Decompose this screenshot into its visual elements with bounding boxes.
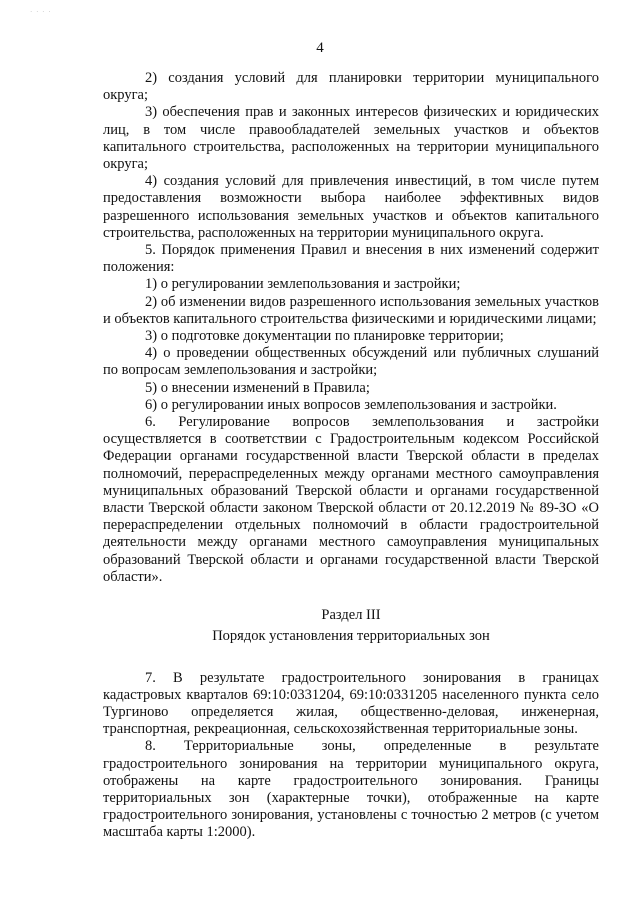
paragraph: 3) обеспечения прав и законных интересов физических и юридических лиц, в том числе правообладателей земельных участков и объектов капитального строительства, расположенных на территории муниципального округа; [103,104,599,173]
paragraph: 4) создания условий для привлечения инвестиций, в том числе путем предоставления возможности выбора наиболее эффективных видов разрешенного использования земельных участков и объектов капитального строительства, расположенных на территории муниципального округа. [103,173,599,241]
paragraph: 5. Порядок применения Правил и внесения в них изменений содержит положения: [103,242,599,276]
paragraph: 2) создания условий для планировки территории муниципального округа; [103,70,599,104]
scan-corner-mark: · · · · [30,8,52,16]
paragraph: 3) о подготовке документации по планировке территории; [145,328,504,345]
paragraph: 6) о регулировании иных вопросов землепользования и застройки. [145,396,557,413]
section-subtitle: Порядок установления территориальных зон [212,628,490,645]
paragraph: 7. В результате градостроительного зонирования в границах кадастровых кварталов 69:10:0331204, 69:10:0331205 населенного пункта село Тургиново определяется жилая, общественно-деловая, инженерная, транспортная, рекреационная, сельскохозяйственная территориальные зоны. [103,669,599,738]
paragraph: 4) о проведении общественных обсуждений или публичных слушаний по вопросам землепользования и застройки; [103,345,599,379]
document-body [103,70,599,842]
page-number: 4 [316,40,324,56]
paragraph: 6. Регулирование вопросов землепользования и застройки осуществляется в соответствии с Градостроительным кодексом Российской Федерации органами государственной власти Тверской области в пределах полномочий, перераспределенных между органами местного самоуправления муниципальных образований Тверской области и органами государственной власти Тверской области законом Тверской области от 20.12.2019 № 89-ЗО «О перераспределении отдельных полномочий в области градостроительной деятельности между органами местного самоуправления муниципальных образований Тверской области и органами государственной власти Тверской области». [103,414,599,585]
section-title: Раздел III [321,607,381,624]
paragraph: 5) о внесении изменений в Правила; [145,379,370,396]
paragraph: 8. Территориальные зоны, определенные в результате градостроительного зонирования на территории муниципального округа, отображены на карте градостроительного зонирования. Границы территориальных зон (характерные точки), отображенные на карте градостроительного зонирования, установлены с точностью 2 метров (с учетом масштаба карты 1:2000). [103,738,599,841]
paragraph: 2) об изменении видов разрешенного использования земельных участков и объектов капитального строительства физическими и юридическими лицами; [103,293,599,327]
paragraph: 1) о регулировании землепользования и застройки; [145,276,461,293]
